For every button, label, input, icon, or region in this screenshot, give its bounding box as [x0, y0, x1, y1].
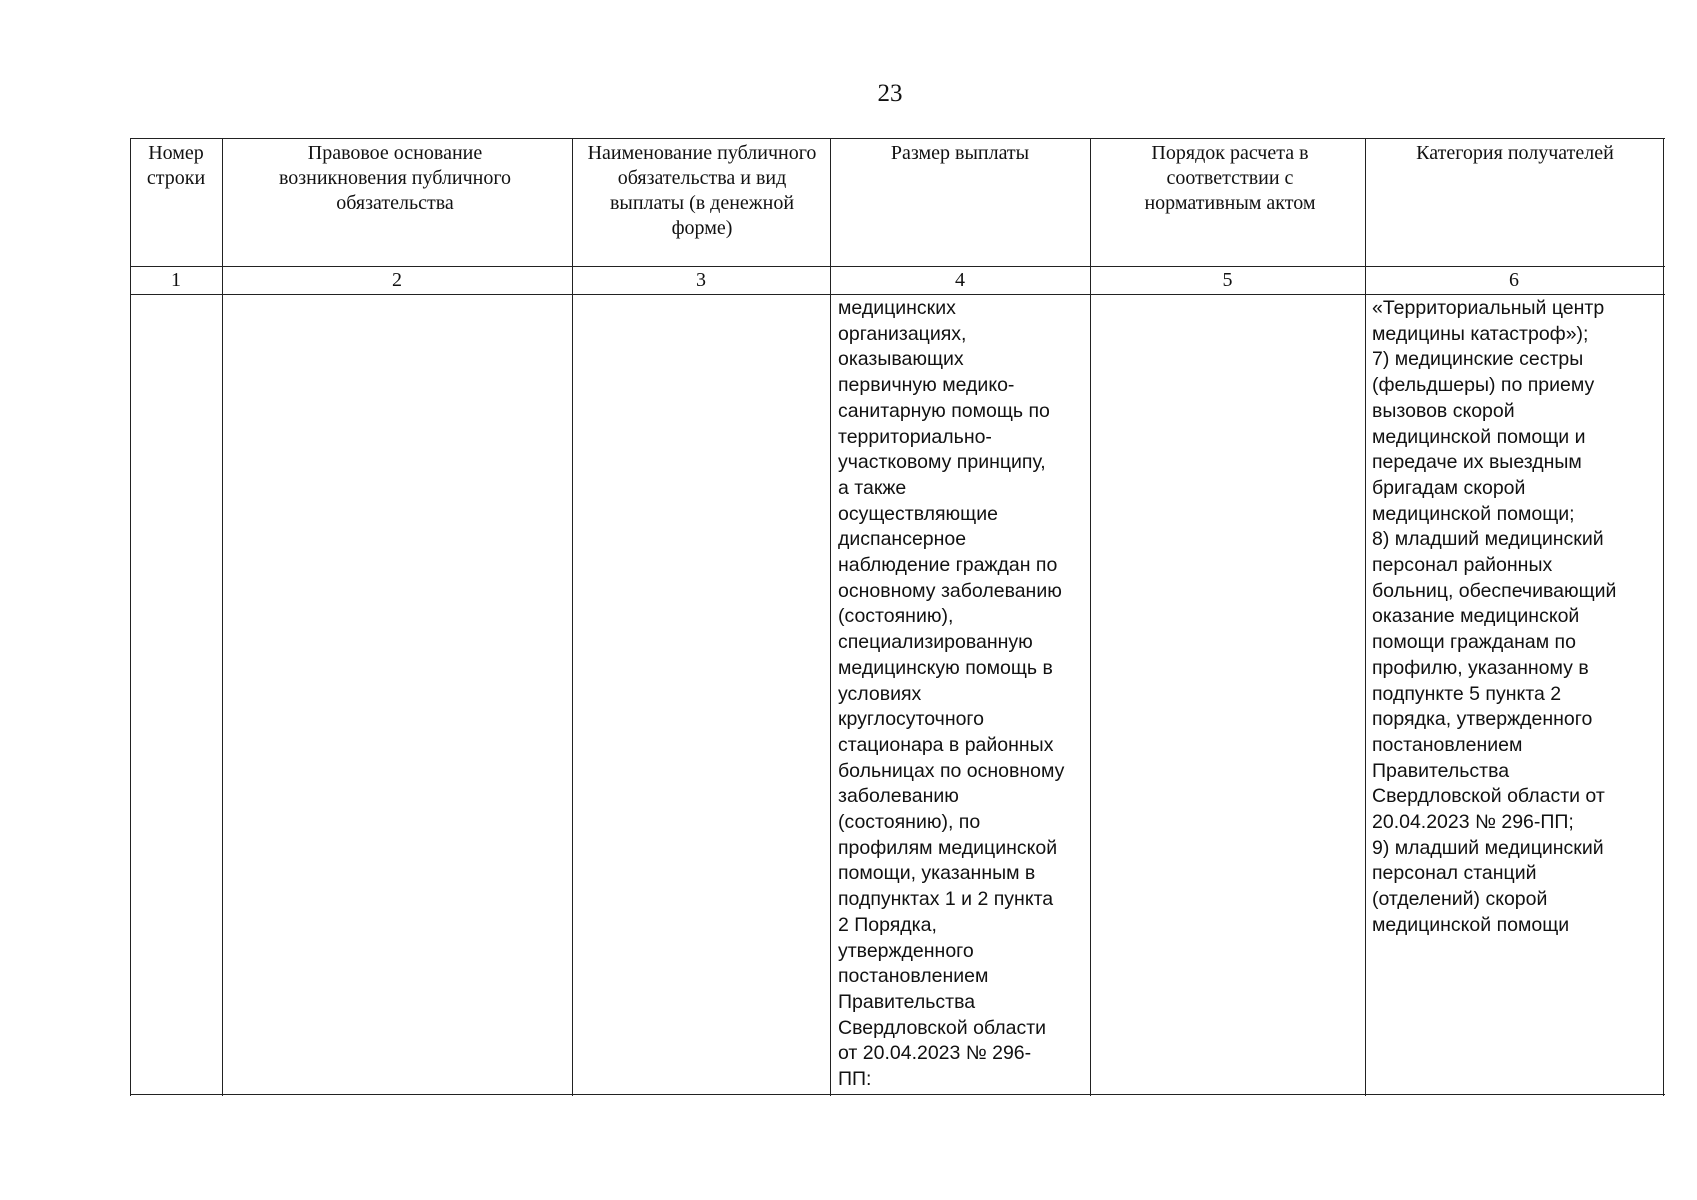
header-calculation-procedure: Порядок расчета в соответствии с нормативным актом	[1144, 142, 1316, 214]
cell-recipient-category: «Территориальный центр медицины катастроф»); 7) медицинские сестры (фельдшеры) по приему вызовов скорой медицинской помощи и передаче их выездным бригадам скорой медицинской помощи; 8) младший медицинский персонал районных больниц, обеспечивающий оказание медицинской помощи гражданам по профилю, указанному в подпункте 5 пункта 2 порядка, утвержденного постановлением Правительства Свердловской области от 20.04.2023 № 296-ПП; 9) младший медицинский персонал станций (отделений) скорой медицинской помощи	[1372, 297, 1617, 936]
column-number-6: 6	[1509, 269, 1519, 291]
header-legal-basis: Правовое основание возникновения публичного обязательства	[278, 142, 512, 214]
header-payment-amount: Размер выплаты	[890, 142, 1030, 164]
header-recipient-category: Категория получателей	[1416, 142, 1614, 164]
table-top-border	[130, 138, 1665, 139]
header-obligation-name: Наименование публичного обязательства и вид выплаты (в денежной форме)	[587, 142, 817, 239]
table-bottom-border	[130, 1094, 1665, 1095]
column-number-3: 3	[696, 269, 706, 291]
public-obligations-table	[130, 138, 1665, 1096]
page-number: 23	[877, 80, 903, 107]
column-number-2: 2	[392, 269, 402, 291]
header-row-number: Номер строки	[146, 142, 206, 189]
column-number-5: 5	[1222, 269, 1233, 291]
cell-payment-amount: медицинских организациях, оказывающих первичную медико- санитарную помощь по территориально- участковому принципу, а также осуществляющие диспансерное наблюдение граждан по основному заболеванию (состоянию), специализированную медицинскую помощь в условиях круглосуточного стационара в районных больницах по основному заболеванию (состоянию), по профилям медицинской помощи, указанным в подпунктах 1 и 2 пункта 2 Порядка, утвержденного постановлением Правительства Свердловской области от 20.04.2023 № 296- ПП:	[838, 297, 1065, 1091]
column-number-1: 1	[171, 269, 181, 291]
header-bottom-border	[130, 266, 1665, 267]
column-number-4: 4	[955, 269, 965, 291]
numbers-row-bottom-border	[130, 294, 1665, 295]
table-right-border	[1663, 138, 1664, 1096]
